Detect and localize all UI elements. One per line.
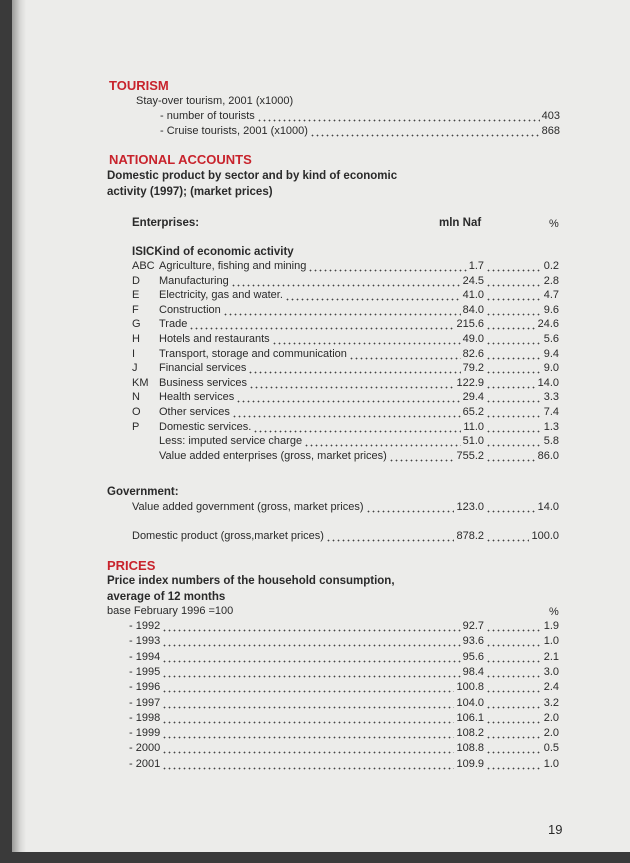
- row-label: Agriculture, fishing and mining: [159, 260, 307, 272]
- government-label: Government:: [107, 486, 179, 498]
- isic-header: ISICKind of economic activity: [132, 246, 294, 258]
- row-value: 123.0: [456, 501, 484, 513]
- dot-leader: [389, 454, 455, 462]
- row-value: 29.4: [462, 391, 484, 404]
- row-label: - 2001: [129, 757, 161, 770]
- isic-code: P: [132, 420, 140, 433]
- row-label: - Cruise tourists, 2001 (x1000): [160, 125, 308, 137]
- national-accounts-heading: NATIONAL ACCOUNTS: [109, 152, 252, 167]
- dot-leader: [486, 624, 542, 632]
- row-value: 1.7: [468, 260, 484, 272]
- national-accounts-title-1: Domestic product by sector and by kind of economic: [107, 170, 398, 182]
- percent-cell: [484, 620, 559, 635]
- row-percent: 100.0: [531, 530, 559, 542]
- row-label: Domestic product (gross,market prices): [132, 530, 324, 542]
- row-value: 108.8: [456, 742, 484, 755]
- table-row: [132, 260, 484, 275]
- percent-cell: [484, 333, 559, 348]
- row-label: - number of tourists: [160, 110, 255, 122]
- dot-leader: [486, 337, 542, 345]
- table-row: [132, 421, 484, 436]
- table-row: [132, 348, 484, 363]
- dot-leader: [486, 701, 542, 709]
- page-number: 19: [548, 822, 563, 837]
- table-row: [132, 450, 484, 465]
- percent-cell: [484, 435, 559, 450]
- percent-cell: [484, 377, 559, 392]
- row-label: Value added government (gross, market prices): [132, 501, 364, 513]
- row-percent: 2.0: [543, 711, 559, 724]
- row-value: 82.6: [462, 347, 484, 360]
- row-value: 868: [541, 125, 560, 137]
- dot-leader: [486, 454, 536, 462]
- dot-leader: [486, 395, 542, 403]
- dot-leader: [486, 308, 542, 316]
- row-percent: 2.4: [543, 681, 559, 694]
- row-value: 41.0: [462, 289, 484, 302]
- row-percent: 1.0: [543, 635, 559, 648]
- percent-cell: [484, 530, 559, 545]
- row-label: Financial services: [159, 362, 247, 375]
- isic-code: KM: [132, 376, 149, 389]
- isic-code: I: [132, 347, 136, 360]
- dot-leader: [486, 639, 542, 647]
- dot-leader: [486, 670, 542, 678]
- row-value: 122.9: [456, 376, 484, 389]
- dot-leader: [248, 366, 460, 374]
- row-value: 11.0: [463, 420, 484, 433]
- row-value: 215.6: [456, 318, 484, 331]
- dot-leader: [162, 746, 454, 754]
- table-row: [132, 304, 484, 319]
- table-row: [160, 110, 560, 125]
- percent-cell: [484, 501, 559, 516]
- dot-leader: [223, 308, 461, 316]
- dot-leader: [308, 264, 466, 272]
- row-percent: 0.5: [543, 742, 559, 755]
- row-label: Health services: [159, 391, 235, 404]
- table-row: [132, 435, 484, 450]
- dot-leader: [486, 731, 542, 739]
- row-label: Trade: [159, 318, 188, 331]
- dot-leader: [310, 129, 540, 137]
- table-row: [132, 406, 484, 421]
- percent-cell: [484, 421, 559, 436]
- row-label: - 1995: [129, 665, 161, 678]
- row-value: 109.9: [456, 757, 484, 770]
- dot-leader: [162, 701, 454, 709]
- dot-leader: [366, 505, 455, 513]
- row-percent: 24.6: [537, 318, 559, 331]
- tourism-subheading: Stay-over tourism, 2001 (x1000): [136, 95, 294, 107]
- table-row: [160, 125, 560, 140]
- dot-leader: [486, 716, 542, 724]
- row-label: Electricity, gas and water.: [159, 289, 283, 302]
- percent-cell: [484, 697, 559, 712]
- table-row: [129, 727, 484, 742]
- row-value: 104.0: [456, 696, 484, 709]
- isic-code: E: [132, 289, 140, 302]
- row-percent: 3.2: [543, 696, 559, 709]
- percent-cell: [484, 681, 559, 696]
- isic-code: O: [132, 406, 141, 418]
- row-percent: 5.8: [543, 435, 559, 448]
- column-mln-naf: mln Naf: [439, 217, 482, 229]
- dot-leader: [232, 410, 461, 418]
- table-row: [132, 377, 484, 392]
- row-label: - 1993: [129, 635, 161, 648]
- dot-leader: [486, 366, 542, 374]
- dot-leader: [236, 395, 460, 403]
- percent-cell: [484, 727, 559, 742]
- row-value: 84.0: [462, 303, 484, 316]
- dot-leader: [486, 746, 542, 754]
- prices-heading: PRICES: [107, 558, 156, 573]
- percent-cell: [484, 651, 559, 666]
- dot-leader: [486, 685, 542, 693]
- enterprises-label: Enterprises:: [132, 217, 200, 229]
- column-percent: %: [549, 218, 559, 230]
- dot-leader: [285, 293, 461, 301]
- table-row: [132, 391, 484, 406]
- national-accounts-title-2: activity (1997); (market prices): [107, 186, 273, 198]
- row-label: Manufacturing: [159, 274, 229, 287]
- dot-leader: [486, 264, 542, 272]
- dot-leader: [162, 685, 454, 693]
- row-label: - 1999: [129, 727, 161, 740]
- dot-leader: [486, 352, 542, 360]
- dot-leader: [162, 655, 460, 663]
- row-percent: 2.0: [543, 727, 559, 740]
- dot-leader: [253, 425, 461, 433]
- table-row: [129, 681, 484, 696]
- percent-cell: [484, 260, 559, 275]
- row-percent: 86.0: [537, 449, 559, 462]
- percent-cell: [484, 712, 559, 727]
- dot-leader: [162, 624, 460, 632]
- table-row: [129, 620, 484, 635]
- table-row: [129, 697, 484, 712]
- dot-leader: [486, 505, 536, 513]
- row-percent: 4.7: [543, 289, 559, 302]
- table-row: [129, 742, 484, 757]
- row-value: 93.6: [462, 635, 484, 648]
- table-row: [129, 666, 484, 681]
- row-label: Other services: [159, 406, 230, 418]
- dot-leader: [486, 381, 536, 389]
- row-value: 24.5: [462, 274, 484, 287]
- row-percent: 3.0: [543, 665, 559, 678]
- row-label: - 2000: [129, 742, 161, 755]
- row-percent: 2.8: [543, 274, 559, 287]
- isic-code: N: [132, 391, 140, 404]
- tourism-heading: TOURISM: [109, 78, 169, 93]
- row-percent: 1.0: [543, 757, 559, 770]
- table-row: [129, 758, 484, 773]
- isic-code: H: [132, 333, 140, 345]
- row-percent: 1.3: [543, 420, 559, 433]
- row-value: 878.2: [456, 530, 484, 542]
- row-label: Hotels and restaurants: [159, 333, 270, 345]
- table-row: [129, 651, 484, 666]
- dot-leader: [257, 114, 540, 122]
- dot-leader: [486, 762, 542, 770]
- percent-cell: [484, 318, 559, 333]
- row-value: 98.4: [462, 665, 484, 678]
- row-value: 100.8: [456, 681, 484, 694]
- percent-cell: [484, 406, 559, 421]
- prices-column-percent: %: [549, 606, 559, 618]
- table-row: [132, 333, 484, 348]
- row-percent: 9.4: [543, 347, 559, 360]
- row-label: Construction: [159, 303, 221, 316]
- isic-code: G: [132, 318, 141, 331]
- row-percent: 9.0: [543, 362, 559, 375]
- row-label: - 1997: [129, 696, 161, 709]
- percent-cell: [484, 304, 559, 319]
- percent-cell: [484, 666, 559, 681]
- table-row: [132, 275, 484, 290]
- row-value: 403: [541, 110, 560, 122]
- row-percent: 1.9: [543, 620, 559, 632]
- dot-leader: [349, 352, 461, 360]
- dot-leader: [249, 381, 454, 389]
- percent-cell: [484, 758, 559, 773]
- percent-cell: [484, 362, 559, 377]
- row-percent: 9.6: [543, 303, 559, 316]
- prices-base: base February 1996 =100: [107, 605, 234, 617]
- percent-cell: [484, 289, 559, 304]
- dot-leader: [162, 731, 454, 739]
- percent-cell: [484, 635, 559, 650]
- row-label: Business services: [159, 376, 248, 389]
- row-value: 95.6: [462, 650, 484, 663]
- dot-leader: [486, 322, 536, 330]
- prices-title-2: average of 12 months: [107, 591, 226, 603]
- table-row: [129, 635, 484, 650]
- row-label: - 1998: [129, 711, 161, 724]
- dot-leader: [162, 639, 460, 647]
- row-label: - 1992: [129, 620, 161, 632]
- percent-cell: [484, 742, 559, 757]
- row-value: 106.1: [456, 711, 484, 724]
- prices-title-1: Price index numbers of the household consumption,: [107, 575, 395, 587]
- dot-leader: [486, 655, 542, 663]
- row-label: Domestic services.: [159, 420, 252, 433]
- table-row: [132, 501, 484, 516]
- row-value: 65.2: [462, 406, 484, 418]
- dot-leader: [162, 670, 460, 678]
- dot-leader: [231, 279, 461, 287]
- row-label: Less: imputed service charge: [159, 435, 303, 448]
- isic-code: D: [132, 274, 140, 287]
- row-percent: 14.0: [537, 501, 559, 513]
- dot-leader: [486, 439, 542, 447]
- dot-leader: [189, 322, 454, 330]
- percent-cell: [484, 348, 559, 363]
- isic-code: J: [132, 362, 138, 375]
- row-label: - 1996: [129, 681, 161, 694]
- table-row: [132, 530, 484, 545]
- percent-cell: [484, 275, 559, 290]
- table-row: [132, 318, 484, 333]
- dot-leader: [162, 762, 454, 770]
- dot-leader: [326, 534, 455, 542]
- isic-code: ABC: [132, 260, 155, 272]
- table-row: [129, 712, 484, 727]
- row-percent: 5.6: [543, 333, 559, 345]
- row-value: 755.2: [456, 449, 484, 462]
- table-row: [132, 362, 484, 377]
- row-value: 92.7: [462, 620, 484, 632]
- percent-cell: [484, 391, 559, 406]
- row-percent: 7.4: [543, 406, 559, 418]
- row-label: - 1994: [129, 650, 161, 663]
- dot-leader: [304, 439, 461, 447]
- dot-leader: [486, 534, 529, 542]
- dot-leader: [486, 293, 542, 301]
- table-row: [132, 289, 484, 304]
- row-value: 108.2: [456, 727, 484, 740]
- dot-leader: [486, 425, 542, 433]
- dot-leader: [486, 410, 542, 418]
- row-label: Value added enterprises (gross, market prices): [159, 449, 387, 462]
- dot-leader: [272, 337, 461, 345]
- row-percent: 2.1: [543, 650, 559, 663]
- row-percent: 0.2: [543, 260, 559, 272]
- row-value: 51.0: [462, 435, 484, 448]
- row-label: Transport, storage and communication: [159, 347, 347, 360]
- row-value: 79.2: [462, 362, 484, 375]
- isic-code: F: [132, 303, 139, 316]
- page-binding-shadow: [12, 0, 26, 852]
- dot-leader: [162, 716, 454, 724]
- percent-cell: [484, 450, 559, 465]
- dot-leader: [486, 279, 542, 287]
- row-percent: 14.0: [537, 376, 559, 389]
- row-value: 49.0: [462, 333, 484, 345]
- row-percent: 3.3: [543, 391, 559, 404]
